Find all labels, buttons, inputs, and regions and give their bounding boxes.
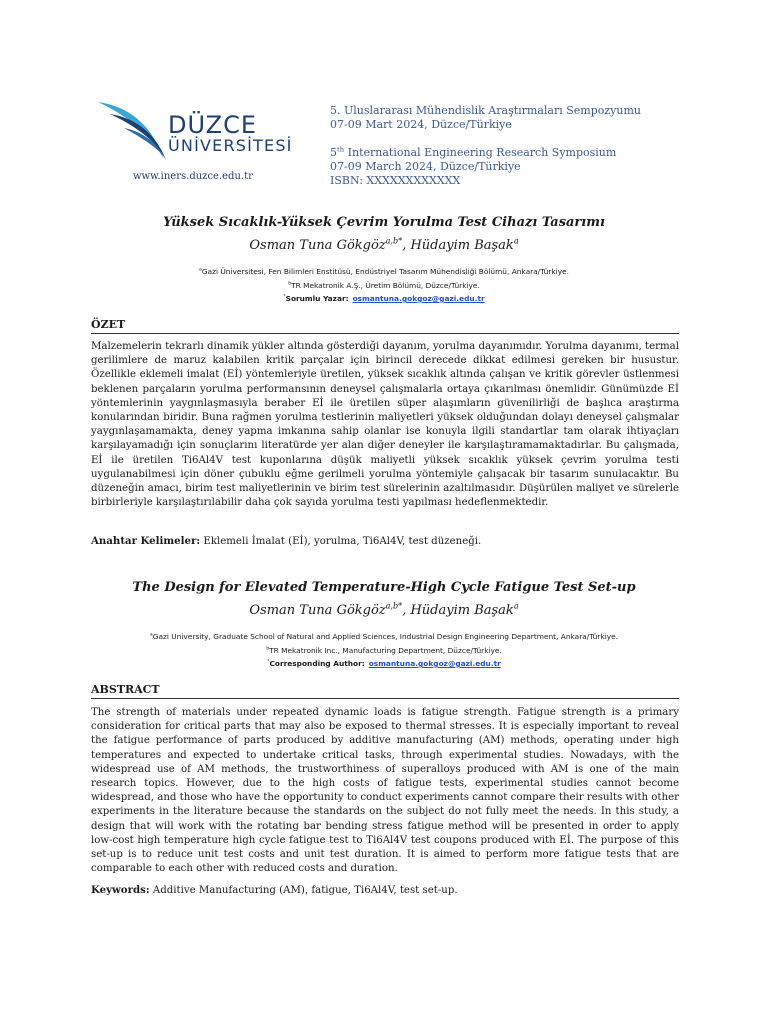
keywords-turkish: Anahtar Kelimeler: Eklemeli İmalat (Eİ), yorulma, Ti6Al4V, test düzeneği. — [91, 535, 482, 547]
section-heading-ozet: ÖZET — [91, 318, 679, 334]
affiliation-a-english: $^a$Gazi University, Graduate School of Natural and Applied Sciences, Industrial Design Engineering Department, Ankara/Türkiye. — [149, 632, 619, 641]
corresponding-author-turkish: *Sorumlu Yazar: osmantuna.gokgoz@gazi.edu.tr — [283, 294, 485, 303]
logo-subtitle: ÜNİVERSİTESİ — [168, 136, 293, 155]
conf-en-line2: 07-09 March 2024, Düzce/Türkiye — [330, 160, 521, 173]
conference-info — [330, 104, 641, 188]
authors-english: Osman Tuna Gökgöz$^{a,b*}$, Hüdayim Başak$^a$ — [249, 601, 519, 618]
email-link[interactable]: osmantuna.gokgoz@gazi.edu.tr — [368, 659, 501, 668]
abstract-english: The strength of materials under repeated dynamic loads is fatigue strength. Fatigue strength is a primary consideration for critical parts that may also be exposed to thermal stresses. It is especially important to reveal the fatigue performance of parts produced by additive manufacturing (AM) methods, operating under high temperatures and expected to undertake critical tasks, through experimental studies. Nowadays, with the widespread use of AM methods, the trustworthiness of superalloys produced with AM is one of the main research topics. However, due to the high costs of fatigue tests, experimental studies cannot become widespread, and those who have the opportunity to conduct experiments cannot compare their results with other experiments in the literature because the standards on the subject do not fully meet the needs. In this study, a design that will work with the rotating bar bending stress fatigue method will be presented in order to apply low-cost high temperature high cycle fatigue test to Ti6Al4V test coupons produced with Eİ. The purpose of this set-up is to reduce unit test costs and unit test duration. It is aimed to perform more fatigue tests that are comparable to each other with reduced costs and duration. — [91, 707, 679, 875]
authors-turkish: Osman Tuna Gökgöz$^{a,b*}$, Hüdayim Başak$^a$ — [249, 236, 519, 253]
section-heading-abstract: ABSTRACT — [91, 683, 679, 699]
affiliation-b-english: $^b$TR Mekatronik Inc., Manufacturing Department, Düzce/Türkiye. — [266, 646, 502, 655]
affiliation-a-turkish: $^a$Gazi Üniversitesi, Fen Bilimleri Enstitüsü, Endüstriyel Tasarım Mühendisliği Bölümü, Ankara/Türkiye. — [199, 267, 569, 276]
logo-name: DÜZCE — [168, 111, 257, 139]
abstract-turkish: Malzemelerin tekrarlı dinamik yükler altında gösterdiği dayanım, yorulma dayanımıdır. Yorulma dayanımı, termal gerilimlere de maruz kalabilen kritik parçalar için birincil derecede dikkat edilmesi gereken bir husustur. Özellikle eklemeli imalat (Eİ) yöntemleriyle üretilen, yüksek sıcaklık altında çalışan ve kritik görevler üstlenmesi beklenen parçaların yorulma performansının deneysel çalışmalarla ortaya çıkarılması önemlidir. Günümüzde Eİ yöntemlerinin yaygınlaşmasıyla beraber Eİ ile üretilen süper alaşımların güvenilirliği de başlıca araştırma konularından biridir. Buna rağmen yorulma testlerinin maliyetleri yüksek olduğundan dolayı deneysel çalışmalar yaygınlaşamamakta, deney yapma imkanına sahip olanlar ise konuyla ilgili standartlar tam olarak ihtiyaçları karşılayamadığı için sonuçlarını literatürde yer alan diğer deneyler ile karşılaştıramamaktadırlar. Bu çalışmada, Eİ ile üretilen Ti6Al4V test kuponlarına düşük maliyetli yüksek sıcaklık yüksek çevrim yorulma testi uygulanabilmesi için döner çubuklu eğme gerilmeli yorulma yöntemiyle çalışacak bir tasarım sunulacaktır. Bu düzeneğin amacı, birim test maliyetlerinin ve birim test sürelerinin azaltılmasıdır. Düşürülen maliyet ve sürelerle birbirleriyle karşılaştırılabilir daha çok sayıda yorulma testi yapılması hedeflenmektedir. — [91, 341, 679, 509]
affiliation-b-turkish: $^b$TR Mekatronik A.Ş., Üretim Bölümü, Düzce/Türkiye. — [288, 281, 480, 290]
title-turkish: Yüksek Sıcaklık-Yüksek Çevrim Yorulma Test Cihazı Tasarımı — [163, 215, 605, 230]
email-link[interactable]: osmantuna.gokgoz@gazi.edu.tr — [352, 294, 485, 303]
conf-en-line1: 5th International Engineering Research Symposium — [330, 145, 617, 159]
isbn: ISBN: XXXXXXXXXXXX — [330, 174, 461, 187]
website-link[interactable]: www.iners.duzce.edu.tr — [133, 171, 253, 182]
conf-tr-line2: 07-09 Mart 2024, Düzce/Türkiye — [330, 118, 512, 131]
corresponding-author-english: *Corresponding Author: osmantuna.gokgoz@gazi.edu.tr — [267, 659, 501, 668]
conf-tr-line1: 5. Uluslararası Mühendislik Araştırmaları Sempozyumu — [330, 104, 641, 117]
title-english: The Design for Elevated Temperature-High Cycle Fatigue Test Set-up — [132, 580, 636, 595]
keywords-english: Keywords: Additive Manufacturing (AM), fatigue, Ti6Al4V, test set-up. — [91, 884, 458, 896]
